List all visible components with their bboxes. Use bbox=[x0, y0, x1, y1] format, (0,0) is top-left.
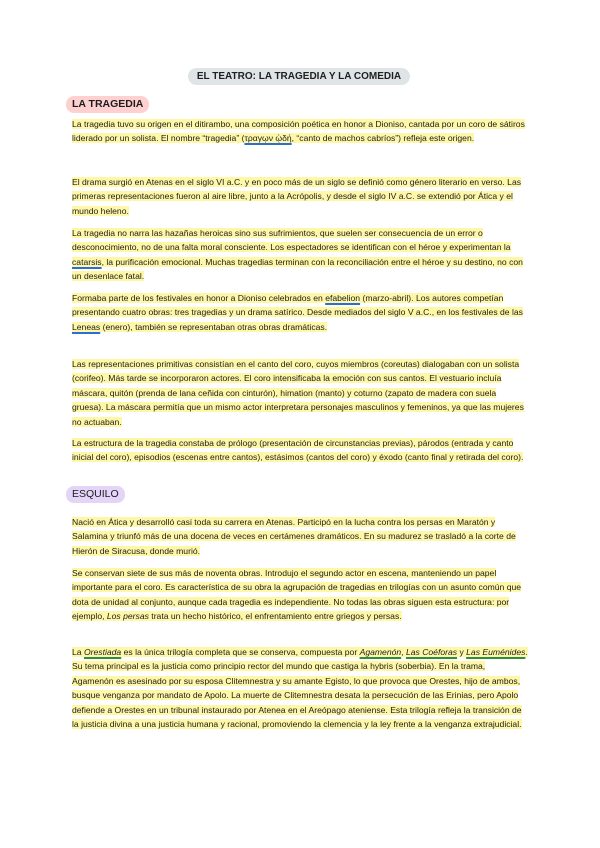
text-run: El drama surgió en Atenas en el siglo VI a.C. y en poco más de un siglo se definió como género literario en verso. Las primeras representaciones fueron al aire libre, junto a la Acrópolis, y desde el siglo IV a.C. se extendió por Ática y el mundo heleno. bbox=[72, 177, 522, 216]
text-run: (enero), también se representaban otras obras dramáticas. bbox=[100, 321, 328, 332]
text-run: , “canto de machos cabríos”) refleja este origen. bbox=[291, 133, 475, 144]
paragraph bbox=[72, 566, 528, 624]
underlined-term: Leneas bbox=[72, 321, 101, 332]
underlined-term: Orestiada bbox=[83, 647, 122, 657]
page-title: EL TEATRO: LA TRAGEDIA Y LA COMEDIA bbox=[188, 68, 410, 85]
section-heading-esquilo: ESQUILO bbox=[66, 486, 125, 503]
paragraph bbox=[72, 291, 528, 334]
text-run: . Su tema principal es la justicia como principio rector del mundo que castiga la hybris (soberbia). En la trama, Agamenón es asesinado por su esposa Clitemnestra y su amante Egisto, lo que provoca que Orestes, hijo de ambos, busque venganza por mandato de Apolo. La muerte de Clitemnestra desata la persecución de las Erinias, pero Apolo defiende a Orestes en un tribunal instaurado por Atenea en el Areópago ateniense. Esta trilogía refleja la transición de la justicia divina a una justicia humana y racional, promoviendo la clemencia y la ley frente a la venganza extrajudicial. bbox=[72, 647, 528, 730]
underlined-term: Las Coéforas bbox=[405, 647, 458, 657]
paragraph bbox=[72, 117, 528, 146]
text-run: , la purificación emocional. Muchas tragedias terminan con la reconciliación entre el héroe y su destino, no con un desenlace fatal. bbox=[72, 256, 523, 282]
text-run: y bbox=[457, 647, 467, 657]
paragraph bbox=[72, 357, 528, 429]
underlined-term: catarsis bbox=[72, 256, 102, 267]
text-run: , bbox=[401, 647, 406, 657]
text-run: Las representaciones primitivas consistían en el canto del coro, cuyos miembros (coreutas) dialogaban con un solista (corifeo). Más tarde se incorporaron actores. El coro intensificaba la emoción con sus cantos. El vestuario incluía máscara, quitón (prenda de lana ceñida con cinturón), himation (manto) y coturno (zapato de madera con suela gruesa). La máscara permitía que un mismo actor interpretara personajes masculinos y femeninos, ya que las mujeres no actuaban. bbox=[72, 359, 524, 427]
text-run: La estructura de la tragedia constaba de prólogo (presentación de circunstancias previas), párodos (entrada y canto inicial del coro), episodios (escenas entre cantos), estásimos (cantos del coro) y éxodo (canto final y retirada del coro). bbox=[72, 438, 524, 463]
paragraph bbox=[72, 436, 528, 465]
text-run: Los persas bbox=[106, 611, 149, 622]
paragraph bbox=[72, 645, 528, 731]
text-run: Nació en Ática y desarrolló casi toda su carrera en Atenas. Participó en la lucha contra los persas en Maratón y Salamina y triunfó más de una docena de veces en certámenes dramáticos. En su madurez se trasladó a la corte de Hierón de Siracusa, donde murió. bbox=[72, 517, 516, 556]
text-run: La tragedia no narra las hazañas heroicas sino sus sufrimientos, que suelen ser consecuencia de un error o desconocimiento, no de una falta moral consciente. Los espectadores se identifican con el héroe y experimentan la bbox=[72, 228, 511, 253]
paragraph bbox=[72, 175, 528, 218]
text-run: Formaba parte de los festivales en honor a Dioniso celebrados en bbox=[72, 293, 326, 303]
paragraph bbox=[72, 515, 528, 558]
section-heading-tragedia: LA TRAGEDIA bbox=[66, 96, 149, 113]
text-run: es la única trilogía completa que se conserva, compuesta por bbox=[121, 647, 360, 657]
text-run: (marzo-abril). Los autores competían presentando cuatro obras: tres tragedias y un drama satírico. Desde mediados del siglo V a.C., en los festivales de las bbox=[72, 293, 523, 318]
paragraph bbox=[72, 226, 528, 284]
underlined-term: efabelion bbox=[325, 293, 361, 303]
text-run: Se conservan siete de sus más de noventa obras. Introdujo el segundo actor en escena, manteniendo un papel importante para el coro. Es característica de su obra la agrupación de tragedias en trilogías con un asunto común que dota de unidad al conjunto, aunque cada tragedia es independiente. No todas las obras siguen esta estructura: por ejemplo, bbox=[72, 568, 522, 622]
text-run: La tragedia tuvo su origen en el ditirambo, una composición poética en honor a Dioniso, cantada por un coro de sátiros liderado por un solista. El nombre “tragedia” ( bbox=[72, 119, 525, 144]
underlined-term: Las Euménides bbox=[466, 647, 526, 657]
underlined-term: Agamenón bbox=[359, 647, 402, 657]
underlined-term: τραγῳν ᾠδή bbox=[244, 133, 292, 144]
text-run: trata un hecho histórico, el enfrentamiento entre griegos y persas. bbox=[148, 611, 402, 622]
text-run: La bbox=[72, 647, 84, 657]
